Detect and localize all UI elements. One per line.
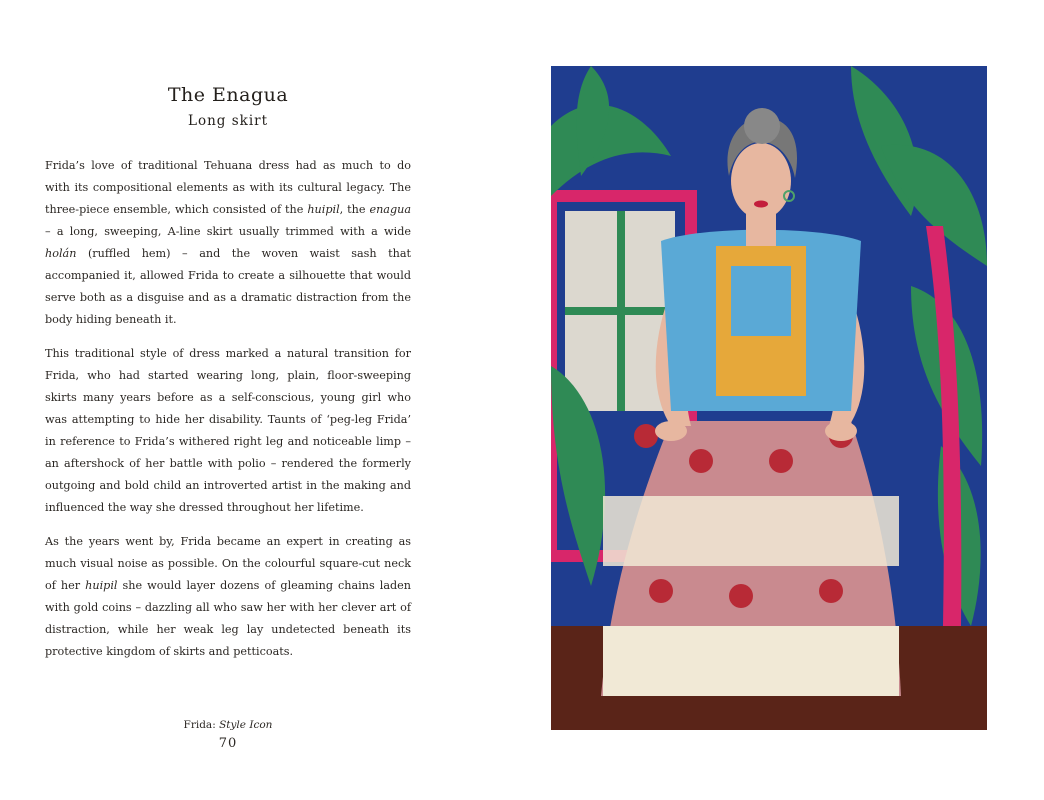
text-run: , the — [339, 203, 370, 216]
paragraph — [45, 343, 411, 519]
text-run: Frida’s love of traditional Tehuana dress had as much to do with its compositional elements as with its cultural legacy. The three-piece ensemble, which consisted of the — [45, 159, 411, 216]
face — [731, 143, 791, 219]
text-run: she would layer dozens of gleaming chains laden with gold coins – dazzling all who saw her with her clever art of distraction, while her weak leg lay undetected beneath its protective kingdom of skirts and petticoats. — [45, 579, 412, 658]
text-run: As the years went by, Frida became an expert in creating as much visual noise as possible. On the colourful square-cut neck of her — [45, 535, 411, 592]
rose — [819, 579, 843, 603]
painting-svg — [551, 66, 987, 730]
italic-term: huipil — [85, 579, 118, 592]
text-run: (ruffled hem) – and the woven waist sash that accompanied it, allowed Frida to create a silhouette that would serve both as a disguise and as a dramatic distraction from the body hiding beneath it. — [45, 247, 411, 326]
rose — [649, 579, 673, 603]
rose — [634, 424, 658, 448]
skirt-ruffle — [603, 626, 899, 696]
page-number: 70 — [218, 736, 238, 751]
skirt-band — [603, 496, 899, 566]
running-footer — [46, 719, 410, 731]
footer-book-title: Frida: — [183, 719, 220, 731]
right-hand — [825, 421, 857, 441]
page-subtitle: Long skirt — [187, 113, 269, 129]
footer-book-title-italic: Style Icon — [219, 719, 273, 731]
blouse-neckline — [731, 266, 791, 336]
left-page — [0, 0, 520, 800]
lips — [754, 201, 768, 208]
rose — [729, 584, 753, 608]
paragraph — [45, 531, 411, 663]
page-title: The Enagua — [167, 84, 289, 106]
italic-term: holán — [45, 247, 77, 260]
text-run: – a long, sweeping, A-line skirt usually trimmed with a wide — [45, 225, 411, 238]
italic-term: huipil — [307, 203, 340, 216]
hair-bun — [744, 108, 780, 144]
rose — [769, 449, 793, 473]
italic-term: enagua — [369, 203, 411, 216]
frida-illustration — [551, 66, 987, 730]
text-run: This traditional style of dress marked a natural transition for Frida, who had started wearing long, plain, floor-sweeping skirts many years before as a self-conscious, young girl who was attempting to hide her disability. Taunts of ‘peg-leg Frida’ in reference to Frida’s withered right leg and noticeable limp – an aftershock of her battle with polio – rendered the formerly outgoing and bold child an introverted artist in the making and influenced the way she dressed throughout her lifetime. — [45, 347, 411, 514]
left-hand — [655, 421, 687, 441]
rose — [689, 449, 713, 473]
paragraph — [45, 155, 411, 331]
body-text — [45, 155, 411, 675]
